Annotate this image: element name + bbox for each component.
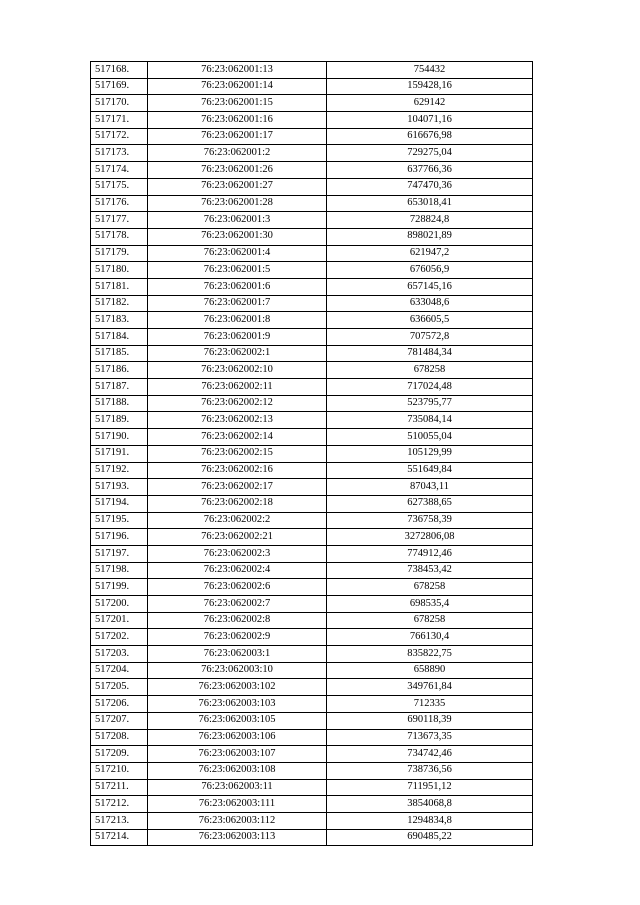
cadastral-number-cell: 76:23:062002:4 (148, 562, 327, 579)
table-row (91, 462, 533, 479)
cadastral-number-cell: 76:23:062002:10 (148, 362, 327, 379)
row-number-cell: 517208. (91, 729, 148, 746)
row-number-cell: 517212. (91, 796, 148, 813)
cadastral-number-cell: 76:23:062002:9 (148, 629, 327, 646)
cadastral-value-cell: 690118,39 (327, 712, 533, 729)
table-row (91, 228, 533, 245)
cadastral-value-table (90, 61, 533, 846)
cadastral-value-cell: 637766,36 (327, 162, 533, 179)
row-number-cell: 517176. (91, 195, 148, 212)
table-row (91, 112, 533, 129)
table-row (91, 95, 533, 112)
cadastral-value-cell: 835822,75 (327, 646, 533, 663)
cadastral-value-cell: 658890 (327, 662, 533, 679)
row-number-cell: 517196. (91, 529, 148, 546)
cadastral-value-cell: 678258 (327, 362, 533, 379)
cadastral-value-cell: 523795,77 (327, 395, 533, 412)
row-number-cell: 517190. (91, 429, 148, 446)
table-row (91, 245, 533, 262)
cadastral-number-cell: 76:23:062003:105 (148, 712, 327, 729)
cadastral-value-cell: 676056,9 (327, 262, 533, 279)
cadastral-number-cell: 76:23:062001:26 (148, 162, 327, 179)
table-row (91, 646, 533, 663)
cadastral-number-cell: 76:23:062002:17 (148, 479, 327, 496)
row-number-cell: 517187. (91, 379, 148, 396)
cadastral-value-cell: 774912,46 (327, 545, 533, 562)
cadastral-value-cell: 781484,34 (327, 345, 533, 362)
table-row (91, 796, 533, 813)
row-number-cell: 517207. (91, 712, 148, 729)
cadastral-number-cell: 76:23:062002:3 (148, 545, 327, 562)
table-row (91, 662, 533, 679)
cadastral-value-cell: 735084,14 (327, 412, 533, 429)
cadastral-number-cell: 76:23:062002:11 (148, 379, 327, 396)
table-row (91, 629, 533, 646)
cadastral-number-cell: 76:23:062001:16 (148, 112, 327, 129)
cadastral-number-cell: 76:23:062002:21 (148, 529, 327, 546)
cadastral-value-cell: 678258 (327, 579, 533, 596)
cadastral-number-cell: 76:23:062002:12 (148, 395, 327, 412)
table-row (91, 512, 533, 529)
cadastral-value-cell: 629142 (327, 95, 533, 112)
table-row (91, 495, 533, 512)
row-number-cell: 517175. (91, 178, 148, 195)
cadastral-value-cell: 754432 (327, 62, 533, 79)
row-number-cell: 517198. (91, 562, 148, 579)
cadastral-number-cell: 76:23:062001:5 (148, 262, 327, 279)
cadastral-value-cell: 729275,04 (327, 145, 533, 162)
cadastral-value-cell: 747470,36 (327, 178, 533, 195)
cadastral-number-cell: 76:23:062001:14 (148, 78, 327, 95)
table-row (91, 445, 533, 462)
row-number-cell: 517177. (91, 212, 148, 229)
cadastral-value-cell: 551649,84 (327, 462, 533, 479)
cadastral-number-cell: 76:23:062003:102 (148, 679, 327, 696)
cadastral-number-cell: 76:23:062002:8 (148, 612, 327, 629)
table-row (91, 178, 533, 195)
table-row (91, 395, 533, 412)
row-number-cell: 517193. (91, 479, 148, 496)
cadastral-value-cell: 105129,99 (327, 445, 533, 462)
cadastral-value-cell: 717024,48 (327, 379, 533, 396)
row-number-cell: 517174. (91, 162, 148, 179)
table-row (91, 429, 533, 446)
table-row (91, 712, 533, 729)
row-number-cell: 517191. (91, 445, 148, 462)
row-number-cell: 517182. (91, 295, 148, 312)
cadastral-number-cell: 76:23:062003:112 (148, 812, 327, 829)
cadastral-value-cell: 636605,5 (327, 312, 533, 329)
cadastral-value-cell: 1294834,8 (327, 812, 533, 829)
cadastral-number-cell: 76:23:062003:106 (148, 729, 327, 746)
cadastral-number-cell: 76:23:062002:1 (148, 345, 327, 362)
table-row (91, 545, 533, 562)
table-row (91, 345, 533, 362)
table-row (91, 312, 533, 329)
table-row (91, 479, 533, 496)
table-row (91, 746, 533, 763)
cadastral-number-cell: 76:23:062001:2 (148, 145, 327, 162)
table-row (91, 729, 533, 746)
row-number-cell: 517199. (91, 579, 148, 596)
row-number-cell: 517170. (91, 95, 148, 112)
row-number-cell: 517205. (91, 679, 148, 696)
cadastral-number-cell: 76:23:062001:6 (148, 278, 327, 295)
table-row (91, 78, 533, 95)
table-row (91, 145, 533, 162)
table-row (91, 779, 533, 796)
cadastral-value-cell: 3272806,08 (327, 529, 533, 546)
cadastral-number-cell: 76:23:062002:7 (148, 596, 327, 613)
table-row (91, 696, 533, 713)
row-number-cell: 517206. (91, 696, 148, 713)
table-row (91, 362, 533, 379)
table-row (91, 195, 533, 212)
table-row (91, 379, 533, 396)
cadastral-value-cell: 698535,4 (327, 596, 533, 613)
row-number-cell: 517204. (91, 662, 148, 679)
table-body (91, 62, 533, 846)
row-number-cell: 517181. (91, 278, 148, 295)
cadastral-value-cell: 633048,6 (327, 295, 533, 312)
cadastral-value-cell: 510055,04 (327, 429, 533, 446)
cadastral-number-cell: 76:23:062002:15 (148, 445, 327, 462)
table-row (91, 829, 533, 846)
row-number-cell: 517194. (91, 495, 148, 512)
cadastral-value-cell: 707572,8 (327, 329, 533, 346)
row-number-cell: 517180. (91, 262, 148, 279)
cadastral-value-cell: 711951,12 (327, 779, 533, 796)
table-row (91, 529, 533, 546)
cadastral-number-cell: 76:23:062003:108 (148, 762, 327, 779)
cadastral-number-cell: 76:23:062001:9 (148, 329, 327, 346)
cadastral-number-cell: 76:23:062001:17 (148, 128, 327, 145)
row-number-cell: 517192. (91, 462, 148, 479)
row-number-cell: 517201. (91, 612, 148, 629)
row-number-cell: 517210. (91, 762, 148, 779)
cadastral-number-cell: 76:23:062001:28 (148, 195, 327, 212)
row-number-cell: 517179. (91, 245, 148, 262)
row-number-cell: 517197. (91, 545, 148, 562)
table-row (91, 128, 533, 145)
cadastral-value-cell: 349761,84 (327, 679, 533, 696)
row-number-cell: 517195. (91, 512, 148, 529)
row-number-cell: 517184. (91, 329, 148, 346)
cadastral-number-cell: 76:23:062001:15 (148, 95, 327, 112)
table-row (91, 596, 533, 613)
cadastral-number-cell: 76:23:062003:107 (148, 746, 327, 763)
cadastral-value-cell: 734742,46 (327, 746, 533, 763)
cadastral-number-cell: 76:23:062001:7 (148, 295, 327, 312)
cadastral-value-cell: 736758,39 (327, 512, 533, 529)
cadastral-value-cell: 159428,16 (327, 78, 533, 95)
row-number-cell: 517173. (91, 145, 148, 162)
cadastral-number-cell: 76:23:062003:10 (148, 662, 327, 679)
cadastral-number-cell: 76:23:062002:18 (148, 495, 327, 512)
cadastral-value-cell: 104071,16 (327, 112, 533, 129)
row-number-cell: 517203. (91, 646, 148, 663)
row-number-cell: 517202. (91, 629, 148, 646)
cadastral-number-cell: 76:23:062001:27 (148, 178, 327, 195)
cadastral-value-cell: 657145,16 (327, 278, 533, 295)
row-number-cell: 517171. (91, 112, 148, 129)
table-row (91, 679, 533, 696)
row-number-cell: 517213. (91, 812, 148, 829)
row-number-cell: 517189. (91, 412, 148, 429)
cadastral-number-cell: 76:23:062003:111 (148, 796, 327, 813)
table-row (91, 812, 533, 829)
cadastral-number-cell: 76:23:062002:2 (148, 512, 327, 529)
table-row (91, 562, 533, 579)
row-number-cell: 517178. (91, 228, 148, 245)
table-row (91, 329, 533, 346)
cadastral-number-cell: 76:23:062002:14 (148, 429, 327, 446)
table-row (91, 412, 533, 429)
cadastral-value-cell: 728824,8 (327, 212, 533, 229)
cadastral-number-cell: 76:23:062002:16 (148, 462, 327, 479)
row-number-cell: 517211. (91, 779, 148, 796)
table-row (91, 278, 533, 295)
cadastral-value-cell: 653018,41 (327, 195, 533, 212)
cadastral-value-cell: 3854068,8 (327, 796, 533, 813)
row-number-cell: 517200. (91, 596, 148, 613)
table-row (91, 212, 533, 229)
row-number-cell: 517186. (91, 362, 148, 379)
cadastral-value-cell: 616676,98 (327, 128, 533, 145)
cadastral-number-cell: 76:23:062002:13 (148, 412, 327, 429)
cadastral-number-cell: 76:23:062001:4 (148, 245, 327, 262)
cadastral-value-cell: 678258 (327, 612, 533, 629)
cadastral-number-cell: 76:23:062002:6 (148, 579, 327, 596)
cadastral-value-cell: 898021,89 (327, 228, 533, 245)
row-number-cell: 517214. (91, 829, 148, 846)
cadastral-number-cell: 76:23:062003:113 (148, 829, 327, 846)
cadastral-value-cell: 738736,56 (327, 762, 533, 779)
row-number-cell: 517168. (91, 62, 148, 79)
cadastral-number-cell: 76:23:062003:1 (148, 646, 327, 663)
cadastral-number-cell: 76:23:062001:30 (148, 228, 327, 245)
row-number-cell: 517209. (91, 746, 148, 763)
cadastral-number-cell: 76:23:062001:8 (148, 312, 327, 329)
cadastral-number-cell: 76:23:062001:13 (148, 62, 327, 79)
table-row (91, 262, 533, 279)
cadastral-value-cell: 87043,11 (327, 479, 533, 496)
row-number-cell: 517185. (91, 345, 148, 362)
cadastral-value-cell: 690485,22 (327, 829, 533, 846)
table-row (91, 762, 533, 779)
table-row (91, 579, 533, 596)
table-row (91, 612, 533, 629)
table-row (91, 62, 533, 79)
cadastral-value-cell: 766130,4 (327, 629, 533, 646)
cadastral-number-cell: 76:23:062003:103 (148, 696, 327, 713)
cadastral-value-cell: 627388,65 (327, 495, 533, 512)
table-row (91, 162, 533, 179)
cadastral-value-cell: 713673,35 (327, 729, 533, 746)
row-number-cell: 517172. (91, 128, 148, 145)
cadastral-value-cell: 712335 (327, 696, 533, 713)
cadastral-value-cell: 621947,2 (327, 245, 533, 262)
cadastral-number-cell: 76:23:062003:11 (148, 779, 327, 796)
cadastral-number-cell: 76:23:062001:3 (148, 212, 327, 229)
table-row (91, 295, 533, 312)
row-number-cell: 517169. (91, 78, 148, 95)
row-number-cell: 517183. (91, 312, 148, 329)
row-number-cell: 517188. (91, 395, 148, 412)
cadastral-value-cell: 738453,42 (327, 562, 533, 579)
